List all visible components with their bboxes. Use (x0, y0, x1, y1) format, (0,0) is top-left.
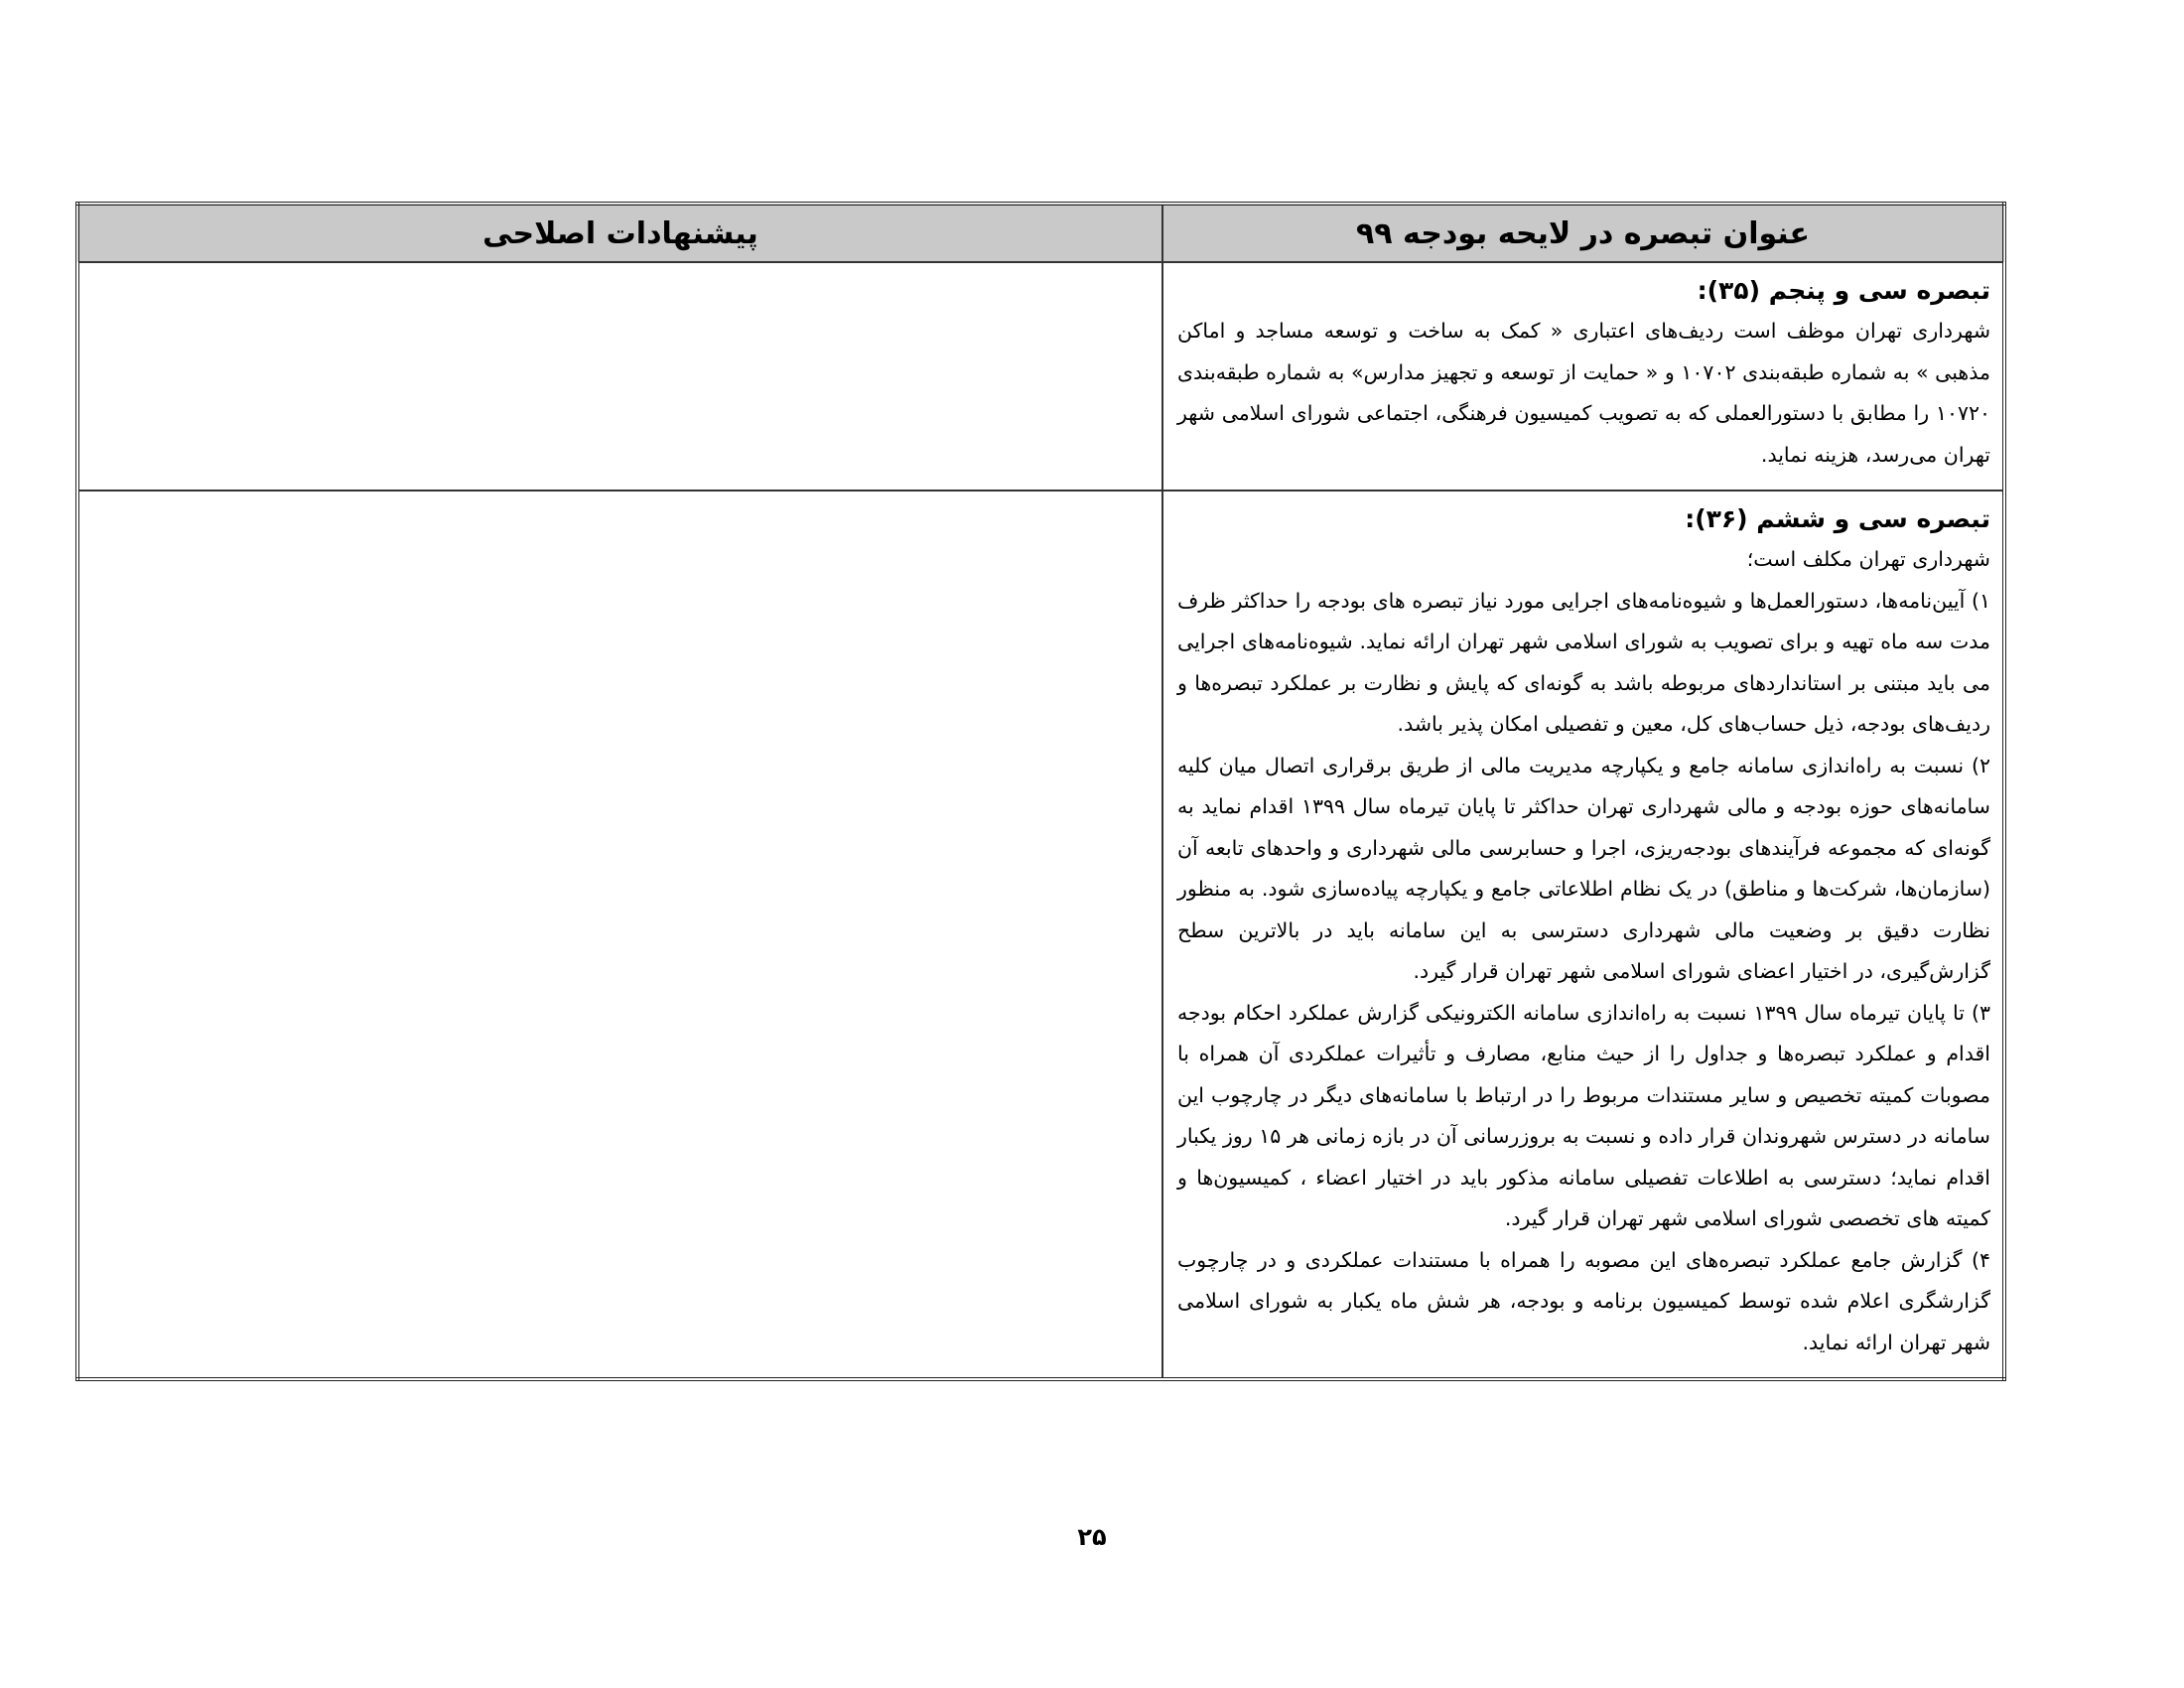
clause-paragraph: شهرداری تهران مکلف است؛ (1746, 547, 1990, 571)
suggestion-cell (77, 491, 1162, 1379)
clause-title: تبصره سی و ششم (۳۶): (1685, 504, 1990, 533)
clause-paragraph: ۳) تا پایان تیرماه سال ۱۳۹۹ نسبت به راه‌اندازی سامانه الکترونیکی گزارش عملکرد احکام بودجه اقدام و عملکرد تبصره‌ها و جداول را از حیث منابع، مصارف و تأثیرات عملکردی آن همراه با مصوبات کمیته تخصیص و سایر مستندات مربوط را در ارتباط با سامانه‌های دیگر در چارچوب این سامانه در دسترس شهروندان قرار داده و نسبت به بروزرسانی آن در بازه زمانی هر ۱۵ روز یکبار اقدام نماید؛ دسترسی به اطلاعات تفصیلی سامانه مذکور باید در اختیار اعضاء ، کمیسیون‌ها و کمیته های تخصصی شورای اسلامی شهر تهران قرار گیرد. (1177, 1000, 1990, 1230)
table-row (77, 491, 2004, 1379)
header-clause-title: عنوان تبصره در لایحه بودجه ۹۹ (1162, 204, 2004, 262)
budget-clauses-table (75, 202, 2006, 1381)
suggestion-cell (77, 262, 1162, 491)
clause-paragraph: ۱) آیین‌نامه‌ها، دستورالعمل‌ها و شیوه‌نامه‌های اجرایی مورد نیاز تبصره های بودجه را حداکثر ظرف مدت سه ماه تهیه و برای تصویب به شورای اسلامی شهر تهران ارائه نماید. شیوه‌نامه‌های اجرایی می باید مبتنی بر استانداردهای مربوطه باشد به گونه‌ای که پایش و نظارت بر عملکرد تبصره‌ها و ردیف‌های بودجه، ذیل حساب‌های کل، معین و تفصیلی امکان پذیر باشد. (1177, 588, 1990, 736)
header-suggestions: پیشنهادات اصلاحی (77, 204, 1162, 262)
clause-paragraph: شهرداری تهران موظف است ردیف‌های اعتباری « کمک به ساخت و توسعه مساجد و اماکن مذهبی » به شماره طبقه‌بندی ۱۰۷۰۲ و « حمایت از توسعه و تجهیز مدارس» به شماره طبقه‌بندی ۱۰۷۲۰ را مطابق با دستورالعملی که به تصویب کمیسیون فرهنگی، اجتماعی شورای اسلامی شهر تهران می‌رسد، هزینه نماید. (1177, 319, 1990, 467)
clause-35-cell (1162, 262, 2004, 491)
table-row (77, 262, 2004, 491)
clause-title: تبصره سی و پنجم (۳۵): (1697, 276, 1990, 305)
clause-36-cell (1162, 491, 2004, 1379)
clause-paragraph: ۲) نسبت به راه‌اندازی سامانه جامع و یکپارچه مدیریت مالی از طریق برقراری اتصال میان کلیه سامانه‌های حوزه بودجه و مالی شهرداری تهران حداکثر تا پایان تیرماه سال ۱۳۹۹ اقدام نماید به گونه‌ای که مجموعه فرآیندهای بودجه‌ریزی، اجرا و حسابرسی مالی شهرداری و واحدهای تابعه آن (سازمان‌ها، شرکت‌ها و مناطق) در یک نظام اطلاعاتی جامع و یکپارچه پیاده‌سازی شود. به منظور نظارت دقیق بر وضعیت مالی شهرداری دسترسی به این سامانه باید در بالاترین سطح گزارش‌گیری، در اختیار اعضای شورای اسلامی شهر تهران قرار گیرد. (1177, 753, 1990, 983)
clause-paragraph: ۴) گزارش جامع عملکرد تبصره‌های این مصوبه را همراه با مستندات عملکردی و در چارچوب گزارشگری اعلام شده توسط کمیسیون برنامه و بودجه، هر شش ماه یکبار به شورای اسلامی شهر تهران ارائه نماید. (1177, 1247, 1990, 1354)
page-number: ۲۵ (1077, 1523, 1107, 1551)
table-header-row (77, 204, 2004, 262)
